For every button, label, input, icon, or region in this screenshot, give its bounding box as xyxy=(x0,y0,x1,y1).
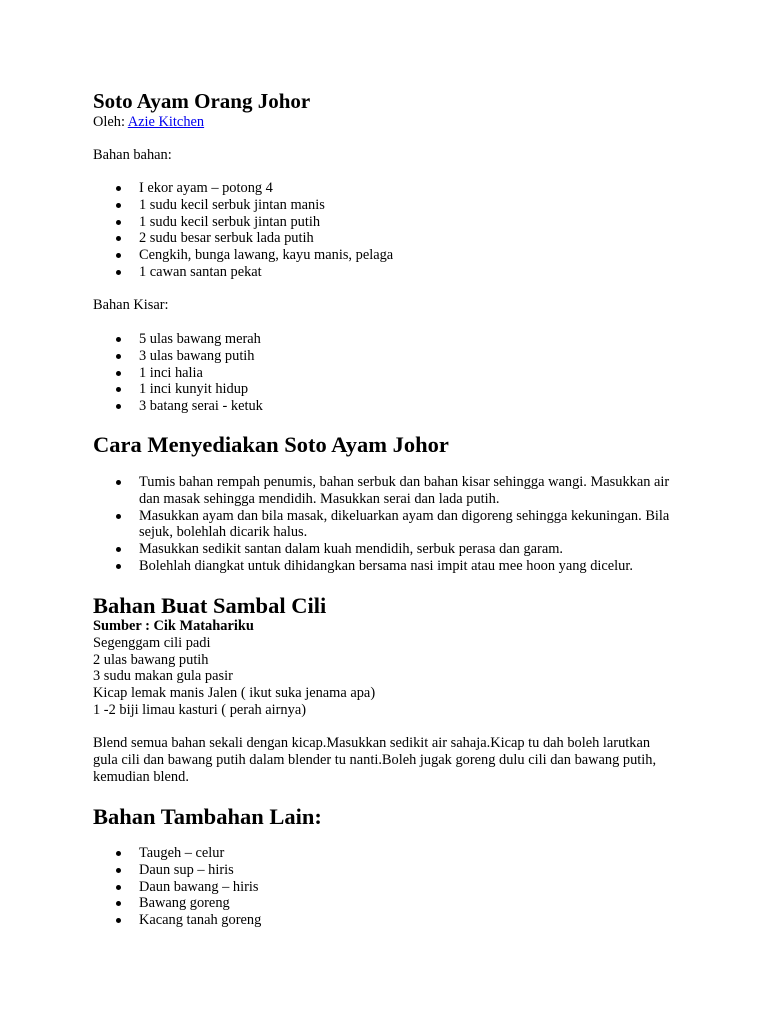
list-item xyxy=(93,365,733,382)
bullet-icon xyxy=(116,203,121,208)
bullet-icon xyxy=(116,514,121,519)
list-item-text: Tumis bahan rempah penumis, bahan serbuk dan bahan kisar sehingga wangi. Masukkan air dan masak sehingga mendidih. Masukkan serai dan lada putih. xyxy=(139,474,670,507)
list-item xyxy=(93,264,733,281)
list-item xyxy=(93,558,733,575)
list-item xyxy=(93,474,689,508)
sambal-instructions: Blend semua bahan sekali dengan kicap.Masukkan sedikit air sahaja.Kicap tu dah boleh larutkan gula cili dan bawang putih dalam blender tu nanti.Boleh jugak goreng dulu cili dan bawang putih, kemudian blend. xyxy=(93,735,657,785)
list-item xyxy=(93,214,733,231)
list-item xyxy=(93,845,733,862)
author-link[interactable]: Azie Kitchen xyxy=(127,114,205,130)
ingredients-label: Bahan bahan: xyxy=(93,147,172,163)
sambal-line: 3 sudu makan gula pasir xyxy=(93,668,233,684)
list-item xyxy=(93,197,733,214)
page-title: Soto Ayam Orang Johor xyxy=(93,89,311,113)
list-item xyxy=(93,180,733,197)
list-item xyxy=(93,331,733,348)
bullet-icon xyxy=(116,354,121,359)
sambal-source: Sumber : Cik Matahariku xyxy=(93,618,254,634)
bullet-icon xyxy=(116,253,121,258)
list-item xyxy=(93,398,733,415)
bullet-icon xyxy=(116,220,121,225)
bullet-icon xyxy=(116,480,121,485)
list-item-text: 2 sudu besar serbuk lada putih xyxy=(139,230,314,247)
list-item xyxy=(93,862,733,879)
list-item xyxy=(93,230,733,247)
list-item-text: Bolehlah diangkat untuk dihidangkan bersama nasi impit atau mee hoon yang dicelur. xyxy=(139,557,633,574)
method-heading: Cara Menyediakan Soto Ayam Johor xyxy=(93,432,449,457)
extras-list xyxy=(93,845,733,929)
list-item-text: 1 inci kunyit hidup xyxy=(139,381,249,398)
bullet-icon xyxy=(116,270,121,275)
method-steps-list xyxy=(93,474,733,575)
list-item-text: Cengkih, bunga lawang, kayu manis, pelaga xyxy=(139,247,394,264)
list-item xyxy=(93,508,689,542)
bullet-icon xyxy=(116,851,121,856)
bullet-icon xyxy=(116,547,121,552)
bullet-icon xyxy=(116,868,121,873)
list-item-text: Bawang goreng xyxy=(139,895,230,912)
list-item-text: 3 ulas bawang putih xyxy=(139,347,255,364)
blend-ingredients-label: Bahan Kisar: xyxy=(93,297,169,313)
sambal-heading: Bahan Buat Sambal Cili xyxy=(93,593,327,618)
bullet-icon xyxy=(116,371,121,376)
list-item-text: Masukkan sedikit santan dalam kuah mendidih, serbuk perasa dan garam. xyxy=(139,541,564,558)
bullet-icon xyxy=(116,885,121,890)
bullet-icon xyxy=(116,901,121,906)
list-item-text: 1 inci halia xyxy=(139,364,203,381)
ingredients-list xyxy=(93,180,733,281)
list-item-text: 5 ulas bawang merah xyxy=(139,331,261,347)
list-item-text: Kacang tanah goreng xyxy=(139,912,262,929)
list-item-text: Masukkan ayam dan bila masak, dikeluarkan ayam dan digoreng sehingga kekuningan. Bila sejuk, bolehlah dicarik halus. xyxy=(139,507,670,541)
list-item xyxy=(93,541,733,558)
byline-prefix: Oleh: xyxy=(93,114,128,130)
list-item-text: Daun bawang – hiris xyxy=(139,878,259,895)
list-item-text: Daun sup – hiris xyxy=(139,861,234,878)
bullet-icon xyxy=(116,337,121,342)
list-item xyxy=(93,879,733,896)
bullet-icon xyxy=(116,186,121,191)
list-item-text: I ekor ayam – potong 4 xyxy=(139,180,273,196)
list-item-text: 1 sudu kecil serbuk jintan putih xyxy=(139,213,321,230)
list-item xyxy=(93,895,733,912)
bullet-icon xyxy=(116,564,121,569)
list-item xyxy=(93,912,733,929)
bullet-icon xyxy=(116,918,121,923)
list-item-text: 1 sudu kecil serbuk jintan manis xyxy=(139,196,325,213)
extras-heading: Bahan Tambahan Lain: xyxy=(93,804,322,829)
bullet-icon xyxy=(116,236,121,241)
sambal-line: 2 ulas bawang putih xyxy=(93,652,209,668)
sambal-line: Kicap lemak manis Jalen ( ikut suka jenama apa) xyxy=(93,685,376,701)
list-item xyxy=(93,348,733,365)
list-item xyxy=(93,247,733,264)
blend-ingredients-list xyxy=(93,331,733,415)
byline xyxy=(93,114,204,131)
sambal-line: 1 -2 biji limau kasturi ( perah airnya) xyxy=(93,702,306,718)
list-item-text: 3 batang serai - ketuk xyxy=(139,398,263,415)
list-item-text: 1 cawan santan pekat xyxy=(139,263,262,280)
list-item xyxy=(93,381,733,398)
bullet-icon xyxy=(116,404,121,409)
sambal-line: Segenggam cili padi xyxy=(93,635,211,651)
bullet-icon xyxy=(116,387,121,392)
list-item-text: Taugeh – celur xyxy=(139,845,225,861)
